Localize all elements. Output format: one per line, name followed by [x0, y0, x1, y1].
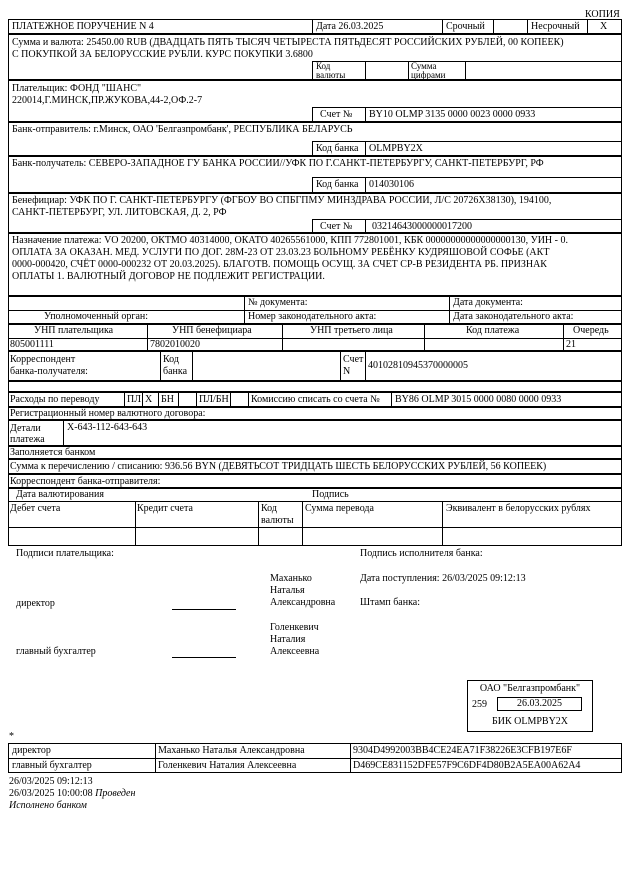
booking-currency-label-2: валюты [261, 515, 294, 526]
payment-code-label: Код платежа [466, 325, 520, 336]
unp-third-party-label: УНП третьего лица [310, 325, 393, 336]
footer-timestamp-2: 26/03/2025 10:00:08 [9, 788, 93, 799]
authority-label: Уполномоченный орган: [44, 311, 149, 322]
unp-payer: 805001111 [10, 339, 54, 350]
payer-account: BY10 OLMP 3135 0000 0023 0000 0933 [369, 109, 536, 120]
receiver-bank-code: 014030106 [369, 179, 414, 190]
sum-digits-label-1: Сумма [411, 61, 437, 71]
correspondent-account-label-2: N [343, 366, 351, 377]
correspondent-account-label-1: Счет [343, 354, 364, 365]
esign-row-1-role: директор [12, 745, 51, 756]
currency-code-label-1: Код [316, 61, 331, 71]
byn-equivalent-label: Эквивалент в белорусских рублях [446, 503, 591, 514]
esign-row-2-name: Голенкевич Наталия Алексеевна [158, 760, 297, 771]
non-urgent-label: Несрочный [531, 21, 580, 32]
commission-label: Комиссию списать со счета № [251, 394, 380, 405]
footer-timestamp-1: 26/03/2025 09:12:13 [9, 776, 93, 787]
director-label: директор [16, 598, 55, 609]
footer-timestamp-2-line [9, 788, 135, 800]
payer-address: 220014,Г.МИНСК,ПР.ЖУКОВА,44-2,ОФ.2-7 [12, 95, 203, 106]
director-name-2: Наталья [270, 585, 305, 596]
sender-bank-code-label: Код банка [316, 143, 359, 154]
receiver-bank-code-label: Код банка [316, 179, 359, 190]
amount-line-2: С ПОКУПКОЙ ЗА БЕЛОРУССКИЕ РУБЛИ. КУРС ПОКУПКИ 3.6800 [12, 49, 313, 60]
esign-row-2-role: главный бухгалтер [12, 760, 92, 771]
director-name-3: Александровна [270, 597, 336, 608]
beneficiary-account: 03214643000000017200 [372, 221, 472, 232]
contract-reg-label: Регистрационный номер валютного договора: [10, 408, 206, 419]
stamp-bank-name: ОАО "Белгазпромбанк" [479, 683, 581, 694]
payer-name: Плательщик: ФОНД "ШАНС" [12, 83, 142, 94]
amount-line-1: Сумма и валюта: 25450.00 RUB (ДВАДЦАТЬ ПЯТЬ ТЫСЯЧ ЧЕТЫРЕСТА ПЯТЬДЕСЯТ РОССИЙСКИХ РУБЛЕЙ, 00 КОПЕЕК) [12, 37, 564, 48]
correspondent-code-label-1: Код [163, 354, 179, 365]
law-date-label: Дата законодательного акта: [453, 311, 574, 322]
stamp-number: 259 [472, 699, 487, 710]
document-date-label: Дата документа: [453, 297, 523, 308]
esign-row-2-hash: D469CE831152DFE57F9C6DF4D80B2A5EA00A62A4 [353, 760, 581, 771]
urgent-label: Срочный [446, 21, 485, 32]
beneficiary-line-2: САНКТ-ПЕТЕРБУРГ, УЛ. ЛИТОВСКАЯ, Д. 2, РФ [12, 207, 227, 218]
signature-label: Подпись [312, 489, 349, 500]
purpose-line-2: ОПЛАТА ЗА ОКАЗАН. МЕД. УСЛУГИ ПО ДОГ. 28М-23 ОТ 23.03.23 БОЛЬНОМУ РЕБЁНКУ КУДРЯШОВОЙ СОФЬЕ (АКТ [12, 247, 550, 258]
bank-fill-row [8, 446, 622, 459]
footer-status: Проведен [95, 788, 136, 799]
details-label-2: платежа [10, 434, 45, 445]
document-date: Дата 26.03.2025 [316, 21, 384, 32]
bank-fill-label: Заполняется банком [10, 447, 96, 458]
esign-row-1-name: Маханько Наталья Александровна [158, 745, 305, 756]
priority-label: Очередь [573, 325, 609, 336]
accountant-name-3: Алексеевна [270, 646, 320, 657]
correspondent-section [8, 351, 622, 381]
corr-sender-label: Корреспондент банка-отправителя: [10, 476, 161, 487]
currency-code-label-2: валюты [316, 70, 346, 80]
unp-beneficiary-label: УНП бенефициара [172, 325, 252, 336]
expenses-label: Расходы по переводу [10, 394, 100, 405]
debit-label: Дебет счета [10, 503, 61, 514]
accountant-name-2: Наталия [270, 634, 306, 645]
purpose-line-4: ОПЛАТЫ 1. ВАЛЮТНЫЙ ДОГОВОР НЕ ПОДЛЕЖИТ РЕГИСТРАЦИИ. [12, 271, 325, 282]
transfer-sum-label: Сумма перевода [305, 503, 374, 514]
footer-executed: Исполнено банком [9, 800, 87, 811]
receiver-bank: Банк-получатель: СЕВЕРО-ЗАПАДНОЕ ГУ БАНКА РОССИИ//УФК ПО Г.САНКТ-ПЕТЕРБУРГУ, САНКТ-ПЕТЕРБУРГ, РФ [12, 158, 544, 169]
priority-value: 21 [566, 339, 576, 350]
accountant-name-1: Голенкевич [270, 622, 319, 633]
payer-signatures-label: Подписи плательщика: [16, 548, 114, 559]
document-title: ПЛАТЕЖНОЕ ПОРУЧЕНИЕ N 4 [12, 21, 154, 32]
correspondent-label-1: Корреспондент [10, 354, 76, 365]
beneficiary-line-1: Бенефициар: УФК ПО Г. САНКТ-ПЕТЕРБУРГУ (ФГБОУ ВО СПБГПМУ МИНЗДРАВА РОССИИ, Л/С 20726Х38130), 194100, [12, 195, 552, 206]
spacer-row [8, 381, 622, 392]
purpose-line-1: Назначение платежа: VO 20200, ОКТМО 40314000, ОКАТО 40265561000, КПП 772801001, КБК 00000000000000000130, УИН - 0. [12, 235, 568, 246]
stamp-bic: БИК OLMPBY2X [491, 716, 569, 727]
footnote-asterisk: * [9, 731, 14, 742]
bank-signature-label: Подпись исполнителя банка: [360, 548, 483, 559]
purpose-line-3: 0000-000420, СЧЁТ 0000-000232 ОТ 20.03.2025). БЛАГОТВ. ПОМОЩЬ ОСУЩ. ЗА СЧЕТ СР-В РЕЗИДЕНТА РБ. ПРИЗНАК [12, 259, 547, 270]
unp-beneficiary: 7802010020 [150, 339, 200, 350]
beneficiary-account-label: Счет № [320, 221, 353, 232]
esign-row-1-hash: 9304D4992003BB4CE24EA71F38226E3CFB197E6F [353, 745, 572, 756]
non-urgent-mark: X [600, 21, 608, 32]
copy-label: КОПИЯ [585, 9, 620, 20]
director-name-1: Маханько [270, 573, 312, 584]
commission-account: BY86 OLMP 3015 0000 0080 0000 0933 [395, 394, 562, 405]
booking-currency-label-1: Код [261, 503, 277, 514]
director-signature-line [172, 609, 236, 610]
accountant-signature-line [172, 657, 236, 658]
sender-bank: Банк-отправитель: г.Минск, ОАО 'Белгазпромбанк', РЕСПУБЛИКА БЕЛАРУСЬ [12, 124, 353, 135]
accountant-label: главный бухгалтер [16, 646, 96, 657]
payment-details: X-643-112-643-643 [67, 422, 148, 433]
sum-digits-label-2: цифрами [411, 70, 446, 80]
unp-payer-label: УНП плательщика [34, 325, 114, 336]
credit-label: Кредит счета [137, 503, 193, 514]
payer-account-label: Счет № [320, 109, 353, 120]
receipt-date: Дата поступления: 26/03/2025 09:12:13 [360, 573, 526, 584]
pl-label: ПЛ [127, 394, 142, 405]
bank-stamp-label: Штамп банка: [360, 597, 420, 608]
plbn-label: ПЛ/БН [199, 394, 229, 405]
bn-label: БН [161, 394, 174, 405]
sender-bank-code: OLMPBY2X [369, 143, 423, 154]
bank-sum-line: Сумма к перечислению / списанию: 936.56 BYN (ДЕВЯТЬСОТ ТРИДЦАТЬ ШЕСТЬ БЕЛОРУССКИХ РУБЛЕЙ, 56 КОПЕЕК) [10, 461, 547, 472]
document-number-label: № документа: [248, 297, 308, 308]
correspondent-account: 40102810945370000005 [368, 360, 468, 371]
correspondent-code-label-2: банка [163, 366, 188, 377]
details-label-1: Детали [10, 423, 41, 434]
value-date-label: Дата валютирования [16, 489, 104, 500]
law-number-label: Номер законодательного акта: [248, 311, 377, 322]
pl-mark: Х [145, 394, 153, 405]
stamp-date: 26.03.2025 [517, 698, 562, 709]
correspondent-label-2: банка-получателя: [10, 366, 88, 377]
